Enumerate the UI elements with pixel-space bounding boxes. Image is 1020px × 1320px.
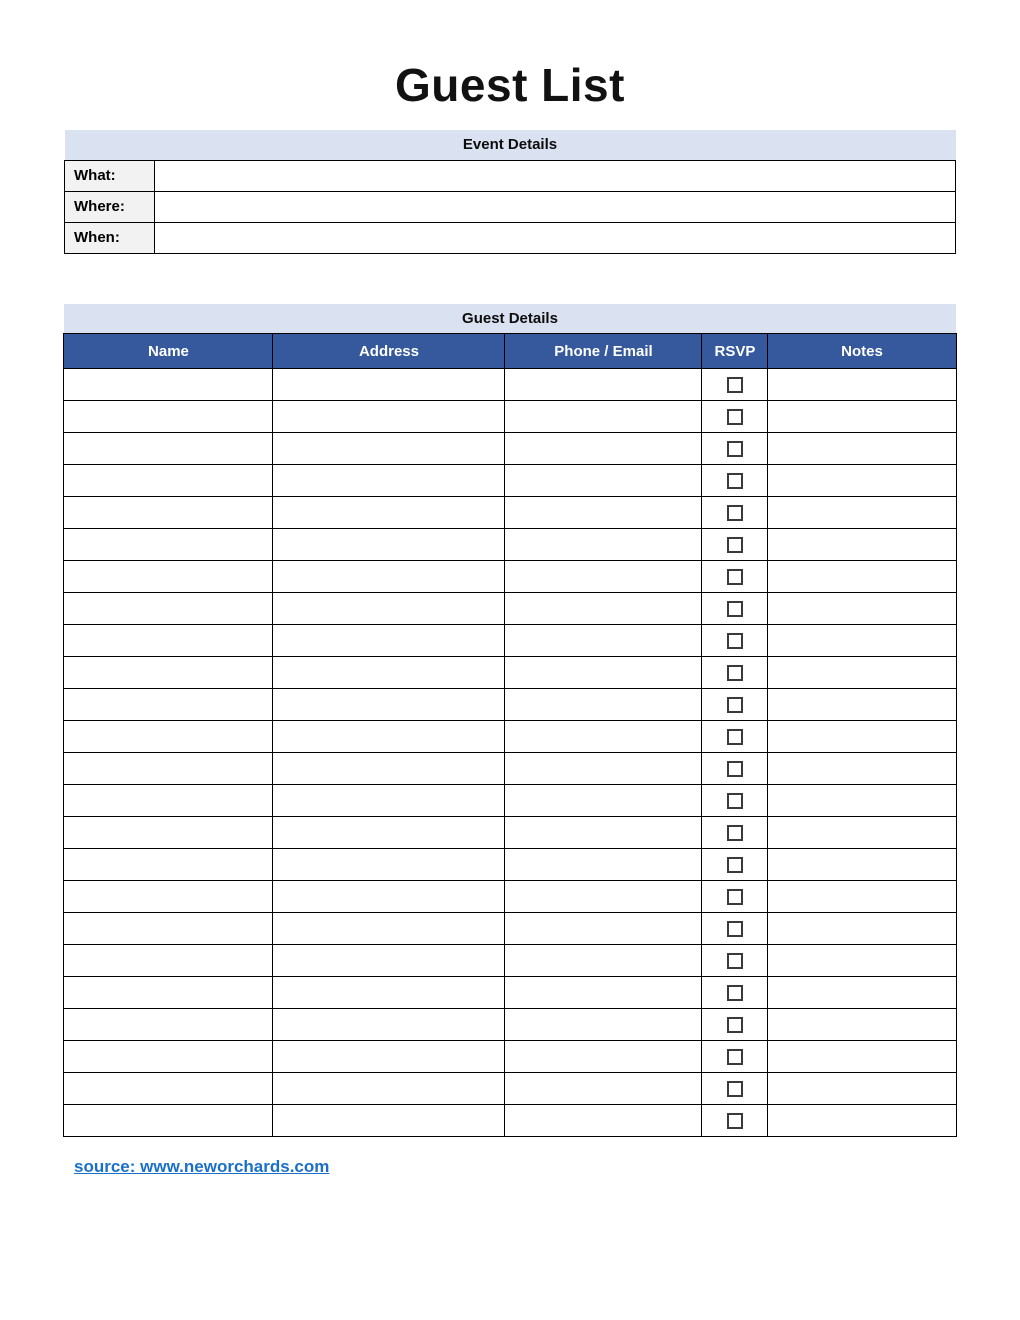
guest-address-cell[interactable]: [273, 1009, 505, 1041]
event-field-row: [65, 160, 956, 191]
guest-rsvp-cell: [702, 625, 768, 657]
guest-row: [64, 913, 956, 945]
guest-address-cell[interactable]: [273, 497, 505, 529]
guest-details-header-row: [64, 304, 956, 334]
guest-table-body: [64, 369, 956, 1137]
rsvp-checkbox[interactable]: [727, 1113, 743, 1129]
event-field-row: [65, 191, 956, 222]
guest-phone-email-cell[interactable]: [505, 1105, 702, 1137]
col-header-address: Address: [273, 334, 505, 369]
rsvp-checkbox[interactable]: [727, 505, 743, 521]
rsvp-checkbox[interactable]: [727, 825, 743, 841]
guest-notes-cell[interactable]: [768, 1041, 956, 1073]
guest-address-cell[interactable]: [273, 593, 505, 625]
guest-notes-cell[interactable]: [768, 369, 956, 401]
guest-name-cell[interactable]: [64, 849, 273, 881]
rsvp-checkbox[interactable]: [727, 985, 743, 1001]
guest-notes-cell[interactable]: [768, 945, 956, 977]
guest-rsvp-cell: [702, 817, 768, 849]
col-header-notes: Notes: [768, 334, 956, 369]
guest-phone-email-cell[interactable]: [505, 561, 702, 593]
guest-rsvp-cell: [702, 945, 768, 977]
guest-name-cell[interactable]: [64, 433, 273, 465]
event-field-row: [65, 222, 956, 253]
guest-name-cell[interactable]: [64, 1105, 273, 1137]
guest-phone-email-cell[interactable]: [505, 881, 702, 913]
guest-notes-cell[interactable]: [768, 913, 956, 945]
guest-rsvp-cell: [702, 785, 768, 817]
event-field-value[interactable]: [155, 222, 956, 253]
guest-row: [64, 977, 956, 1009]
guest-rsvp-cell: [702, 529, 768, 561]
guest-address-cell[interactable]: [273, 1041, 505, 1073]
rsvp-checkbox[interactable]: [727, 729, 743, 745]
guest-row: [64, 497, 956, 529]
guest-phone-email-cell[interactable]: [505, 913, 702, 945]
guest-phone-email-cell[interactable]: [505, 593, 702, 625]
guest-name-cell[interactable]: [64, 625, 273, 657]
guest-rsvp-cell: [702, 401, 768, 433]
rsvp-checkbox[interactable]: [727, 409, 743, 425]
guest-rsvp-cell: [702, 1073, 768, 1105]
rsvp-checkbox[interactable]: [727, 377, 743, 393]
guest-rsvp-cell: [702, 433, 768, 465]
rsvp-checkbox[interactable]: [727, 921, 743, 937]
guest-address-cell[interactable]: [273, 849, 505, 881]
guest-phone-email-cell[interactable]: [505, 977, 702, 1009]
guest-address-cell[interactable]: [273, 817, 505, 849]
rsvp-checkbox[interactable]: [727, 793, 743, 809]
rsvp-checkbox[interactable]: [727, 1081, 743, 1097]
guest-phone-email-cell[interactable]: [505, 1073, 702, 1105]
guest-address-cell[interactable]: [273, 689, 505, 721]
guest-rsvp-cell: [702, 1105, 768, 1137]
guest-notes-cell[interactable]: [768, 1073, 956, 1105]
guest-name-cell[interactable]: [64, 465, 273, 497]
event-details-header-row: [65, 130, 956, 160]
rsvp-checkbox[interactable]: [727, 889, 743, 905]
guest-row: [64, 465, 956, 497]
guest-name-cell[interactable]: [64, 817, 273, 849]
guest-phone-email-cell[interactable]: [505, 721, 702, 753]
event-details-table: [64, 130, 956, 254]
guest-row: [64, 433, 956, 465]
guest-address-cell[interactable]: [273, 433, 505, 465]
guest-details-table: [63, 304, 956, 1138]
rsvp-checkbox[interactable]: [727, 441, 743, 457]
event-field-label: What:: [65, 160, 155, 191]
guest-row: [64, 1009, 956, 1041]
guest-phone-email-cell[interactable]: [505, 529, 702, 561]
guest-notes-cell[interactable]: [768, 465, 956, 497]
guest-address-cell[interactable]: [273, 465, 505, 497]
guest-rsvp-cell: [702, 881, 768, 913]
guest-name-cell[interactable]: [64, 593, 273, 625]
guest-notes-cell[interactable]: [768, 497, 956, 529]
rsvp-checkbox[interactable]: [727, 1049, 743, 1065]
guest-columns-row: [64, 334, 956, 369]
guest-notes-cell[interactable]: [768, 401, 956, 433]
guest-name-cell[interactable]: [64, 785, 273, 817]
guest-row: [64, 753, 956, 785]
guest-rsvp-cell: [702, 753, 768, 785]
guest-phone-email-cell[interactable]: [505, 945, 702, 977]
guest-notes-cell[interactable]: [768, 1009, 956, 1041]
guest-rsvp-cell: [702, 593, 768, 625]
guest-row: [64, 945, 956, 977]
rsvp-checkbox[interactable]: [727, 473, 743, 489]
guest-row: [64, 1105, 956, 1137]
event-fields-body: [65, 160, 956, 253]
guest-notes-cell[interactable]: [768, 753, 956, 785]
guest-name-cell[interactable]: [64, 561, 273, 593]
guest-row: [64, 401, 956, 433]
rsvp-checkbox[interactable]: [727, 633, 743, 649]
guest-rsvp-cell: [702, 465, 768, 497]
guest-row: [64, 689, 956, 721]
rsvp-checkbox[interactable]: [727, 761, 743, 777]
guest-row: [64, 625, 956, 657]
guest-phone-email-cell[interactable]: [505, 369, 702, 401]
guest-notes-cell[interactable]: [768, 817, 956, 849]
guest-address-cell[interactable]: [273, 977, 505, 1009]
guest-phone-email-cell[interactable]: [505, 849, 702, 881]
rsvp-checkbox[interactable]: [727, 569, 743, 585]
guest-notes-cell[interactable]: [768, 657, 956, 689]
guest-row: [64, 561, 956, 593]
guest-address-cell[interactable]: [273, 753, 505, 785]
guest-address-cell[interactable]: [273, 881, 505, 913]
guest-address-cell[interactable]: [273, 529, 505, 561]
guest-row: [64, 721, 956, 753]
guest-phone-email-cell[interactable]: [505, 433, 702, 465]
guest-rsvp-cell: [702, 977, 768, 1009]
guest-name-cell[interactable]: [64, 369, 273, 401]
guest-notes-cell[interactable]: [768, 721, 956, 753]
rsvp-checkbox[interactable]: [727, 537, 743, 553]
guest-phone-email-cell[interactable]: [505, 625, 702, 657]
guest-name-cell[interactable]: [64, 1073, 273, 1105]
guest-rsvp-cell: [702, 689, 768, 721]
guest-row: [64, 657, 956, 689]
col-header-phone-email: Phone / Email: [505, 334, 702, 369]
guest-notes-cell[interactable]: [768, 977, 956, 1009]
guest-name-cell[interactable]: [64, 945, 273, 977]
guest-address-cell[interactable]: [273, 785, 505, 817]
guest-address-cell[interactable]: [273, 561, 505, 593]
guest-phone-email-cell[interactable]: [505, 465, 702, 497]
guest-address-cell[interactable]: [273, 1073, 505, 1105]
guest-row: [64, 593, 956, 625]
guest-row: [64, 785, 956, 817]
guest-phone-email-cell[interactable]: [505, 689, 702, 721]
event-field-label: Where:: [65, 191, 155, 222]
guest-name-cell[interactable]: [64, 657, 273, 689]
guest-address-cell[interactable]: [273, 1105, 505, 1137]
page-title: Guest List: [395, 59, 625, 111]
guest-phone-email-cell[interactable]: [505, 785, 702, 817]
guest-rsvp-cell: [702, 1009, 768, 1041]
guest-notes-cell[interactable]: [768, 849, 956, 881]
rsvp-checkbox[interactable]: [727, 601, 743, 617]
guest-address-cell[interactable]: [273, 657, 505, 689]
guest-name-cell[interactable]: [64, 497, 273, 529]
guest-address-cell[interactable]: [273, 721, 505, 753]
rsvp-checkbox[interactable]: [727, 1017, 743, 1033]
guest-notes-cell[interactable]: [768, 1105, 956, 1137]
guest-address-cell[interactable]: [273, 913, 505, 945]
guest-name-cell[interactable]: [64, 1041, 273, 1073]
guest-phone-email-cell[interactable]: [505, 497, 702, 529]
guest-notes-cell[interactable]: [768, 785, 956, 817]
guest-name-cell[interactable]: [64, 753, 273, 785]
guest-notes-cell[interactable]: [768, 625, 956, 657]
guest-row: [64, 1073, 956, 1105]
event-field-value[interactable]: [155, 160, 956, 191]
col-header-name: Name: [64, 334, 273, 369]
guest-address-cell[interactable]: [273, 945, 505, 977]
guest-address-cell[interactable]: [273, 369, 505, 401]
guest-rsvp-cell: [702, 913, 768, 945]
guest-phone-email-cell[interactable]: [505, 1041, 702, 1073]
guest-row: [64, 881, 956, 913]
rsvp-checkbox[interactable]: [727, 953, 743, 969]
guest-phone-email-cell[interactable]: [505, 1009, 702, 1041]
event-details-header: Event Details: [65, 130, 956, 160]
guest-notes-cell[interactable]: [768, 881, 956, 913]
guest-row: [64, 1041, 956, 1073]
guest-phone-email-cell[interactable]: [505, 401, 702, 433]
guest-name-cell[interactable]: [64, 977, 273, 1009]
guest-name-cell[interactable]: [64, 881, 273, 913]
event-field-label: When:: [65, 222, 155, 253]
guest-phone-email-cell[interactable]: [505, 817, 702, 849]
guest-rsvp-cell: [702, 561, 768, 593]
guest-row: [64, 849, 956, 881]
guest-notes-cell[interactable]: [768, 433, 956, 465]
rsvp-checkbox[interactable]: [727, 857, 743, 873]
rsvp-checkbox[interactable]: [727, 697, 743, 713]
guest-address-cell[interactable]: [273, 401, 505, 433]
source-link[interactable]: source: www.neworchards.com: [74, 1157, 330, 1176]
guest-rsvp-cell: [702, 1041, 768, 1073]
guest-row: [64, 529, 956, 561]
guest-name-cell[interactable]: [64, 689, 273, 721]
guest-rsvp-cell: [702, 657, 768, 689]
guest-phone-email-cell[interactable]: [505, 657, 702, 689]
guest-name-cell[interactable]: [64, 529, 273, 561]
guest-phone-email-cell[interactable]: [505, 753, 702, 785]
col-header-rsvp: RSVP: [702, 334, 768, 369]
guest-address-cell[interactable]: [273, 625, 505, 657]
rsvp-checkbox[interactable]: [727, 665, 743, 681]
guest-notes-cell[interactable]: [768, 689, 956, 721]
guest-notes-cell[interactable]: [768, 529, 956, 561]
guest-name-cell[interactable]: [64, 721, 273, 753]
guest-row: [64, 817, 956, 849]
event-field-value[interactable]: [155, 191, 956, 222]
guest-details-header: Guest Details: [64, 304, 956, 334]
guest-row: [64, 369, 956, 401]
guest-notes-cell[interactable]: [768, 561, 956, 593]
guest-rsvp-cell: [702, 849, 768, 881]
guest-name-cell[interactable]: [64, 1009, 273, 1041]
guest-notes-cell[interactable]: [768, 593, 956, 625]
guest-name-cell[interactable]: [64, 913, 273, 945]
guest-name-cell[interactable]: [64, 401, 273, 433]
guest-rsvp-cell: [702, 721, 768, 753]
guest-rsvp-cell: [702, 497, 768, 529]
guest-rsvp-cell: [702, 369, 768, 401]
